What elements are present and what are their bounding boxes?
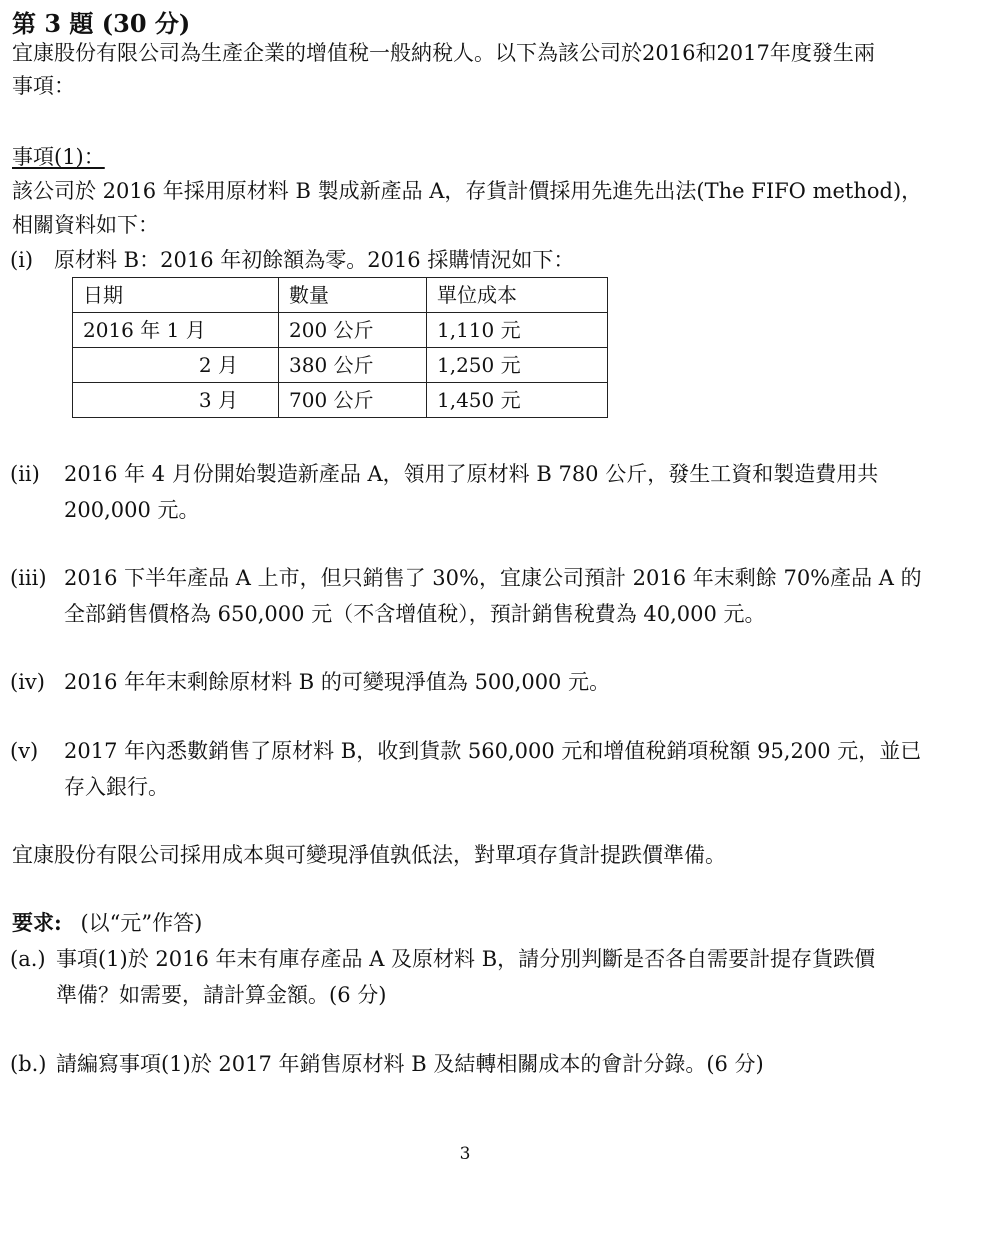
item-number: (iii) bbox=[10, 566, 47, 590]
table-row bbox=[73, 383, 608, 418]
event-heading: 事項(1)： bbox=[12, 145, 105, 169]
item-number: (i) bbox=[10, 248, 34, 272]
item-number: (v) bbox=[10, 739, 39, 763]
item-text: 2016 下半年產品 A 上市，但只銷售了 30%，宜康公司預計 2016 年末剩餘 70%產品 A 的 bbox=[64, 566, 922, 590]
item-text: 全部銷售價格為 650,000 元（不含增值稅），預計銷售稅費為 40,000 元。 bbox=[64, 602, 766, 626]
table-cell: 3 月 bbox=[73, 383, 279, 418]
table-header-cell: 數量 bbox=[279, 278, 427, 313]
requirements-label: 要求: bbox=[12, 910, 62, 935]
item-text: 存入銀行。 bbox=[64, 775, 169, 799]
table-cell: 200 公斤 bbox=[279, 313, 427, 348]
table-header-cell: 單位成本 bbox=[427, 278, 608, 313]
event-desc-line-1: 該公司於 2016 年採用原材料 B 製成新產品 A，存貨計價採用先進先出法(The FIFO method)， bbox=[12, 179, 923, 203]
intro-line-1: 宜康股份有限公司為生產企業的增值稅一般納稅人。以下為該公司於2016和2017年度發生兩 bbox=[12, 41, 875, 65]
intro-line-2: 事項： bbox=[12, 74, 75, 98]
requirement-text: 請編寫事項(1)於 2017 年銷售原材料 B 及結轉相關成本的會計分錄。(6 分) bbox=[56, 1052, 764, 1076]
table-row bbox=[73, 313, 608, 348]
requirements-note: (以“元”作答) bbox=[80, 911, 203, 935]
table-header-cell: 日期 bbox=[73, 278, 279, 313]
requirement-number: (a.) bbox=[10, 947, 46, 971]
purchase-table bbox=[72, 277, 608, 418]
table-cell: 1,450 元 bbox=[427, 383, 608, 418]
item-number: (iv) bbox=[10, 670, 45, 694]
requirements-heading bbox=[12, 904, 202, 942]
requirement-text: 準備？如需要，請計算金額。(6 分) bbox=[56, 983, 387, 1007]
event-desc-line-2: 相關資料如下： bbox=[12, 213, 159, 237]
table-cell: 380 公斤 bbox=[279, 348, 427, 383]
table-cell: 1,110 元 bbox=[427, 313, 608, 348]
item-text: 原材料 B：2016 年初餘額為零。2016 採購情況如下： bbox=[54, 248, 575, 272]
table-cell: 2 月 bbox=[73, 348, 279, 383]
item-text: 200,000 元。 bbox=[64, 498, 200, 522]
table-cell: 2016 年 1 月 bbox=[73, 313, 279, 348]
table-cell: 1,250 元 bbox=[427, 348, 608, 383]
page-number: 3 bbox=[459, 1144, 471, 1164]
table-row bbox=[73, 348, 608, 383]
requirement-text: 事項(1)於 2016 年末有庫存產品 A 及原材料 B，請分別判斷是否各自需要計提存貨跌價 bbox=[56, 947, 876, 971]
item-number: (ii) bbox=[10, 462, 40, 486]
table-cell: 700 公斤 bbox=[279, 383, 427, 418]
item-text: 2016 年年末剩餘原材料 B 的可變現淨值為 500,000 元。 bbox=[64, 670, 611, 694]
item-text: 2016 年 4 月份開始製造新產品 A，領用了原材料 B 780 公斤，發生工資和製造費用共 bbox=[64, 462, 879, 486]
policy-statement: 宜康股份有限公司採用成本與可變現淨值孰低法，對單項存貨計提跌價準備。 bbox=[12, 843, 726, 867]
requirement-number: (b.) bbox=[10, 1052, 47, 1076]
table-header-row bbox=[73, 278, 608, 313]
question-title: 第 3 題 (30 分) bbox=[12, 9, 191, 38]
item-text: 2017 年內悉數銷售了原材料 B，收到貨款 560,000 元和增值稅銷項稅額 95,200 元，並已 bbox=[64, 739, 922, 763]
